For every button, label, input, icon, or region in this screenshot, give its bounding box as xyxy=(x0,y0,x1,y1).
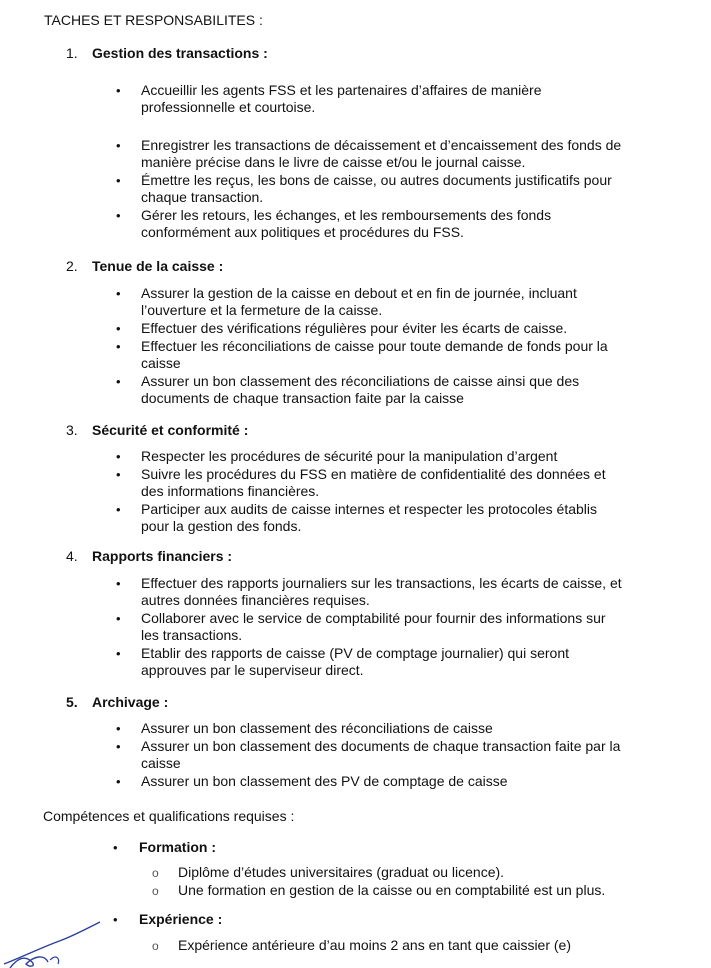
section-3-header xyxy=(66,422,248,439)
list-item: • Assurer la gestion de la caisse en debout et en fin de journée, incluant l’ouverture et la fermeture de la caisse. xyxy=(116,285,577,318)
section-title: Rapports financiers : xyxy=(92,548,233,564)
signature-mark xyxy=(0,918,110,968)
list-item: o Une formation en gestion de la caisse ou en comptabilité est un plus. xyxy=(152,882,606,898)
bullet-icon: • xyxy=(116,286,121,301)
list-item: • Collaborer avec le service de comptabilité pour fournir des informations sur les transactions. xyxy=(116,610,606,643)
section-2-header xyxy=(66,258,223,275)
list-item: • Accueillir les agents FSS et les partenaires d’affaires de manière professionnelle et courtoise. xyxy=(116,82,542,115)
list-item: • Suivre les procédures du FSS en matière de confidentialité des données et des informations financières. xyxy=(116,466,606,499)
bullet-icon: • xyxy=(116,321,121,336)
list-item: • Effectuer des rapports journaliers sur les transactions, les écarts de caisse, et autres données financières requises. xyxy=(116,575,622,608)
circle-bullet-icon: o xyxy=(152,866,159,880)
section-title: Tenue de la caisse : xyxy=(92,258,224,274)
section-3-list xyxy=(114,448,674,535)
circle-bullet-icon: o xyxy=(152,939,159,953)
section-number: 1. xyxy=(66,45,78,61)
section-1-header xyxy=(66,45,268,62)
section-number: 2. xyxy=(66,258,78,274)
bullet-icon: • xyxy=(116,208,121,223)
section-5-list xyxy=(114,720,674,790)
page-heading: TACHES ET RESPONSABILITES : xyxy=(44,12,263,28)
section-number: 5. xyxy=(66,694,78,710)
bullet-icon: • xyxy=(113,840,118,855)
list-item: o Expérience antérieure d’au moins 2 ans en tant que caissier (e) xyxy=(152,937,571,953)
bullet-icon: • xyxy=(116,83,121,98)
section-title: Archivage : xyxy=(92,694,169,710)
subsection-experience-header xyxy=(113,911,222,928)
section-title: Gestion des transactions : xyxy=(92,45,268,61)
section-number: 4. xyxy=(66,548,78,564)
list-item: o Diplôme d’études universitaires (graduat ou licence). xyxy=(152,864,505,880)
bullet-icon: • xyxy=(116,721,121,736)
bullet-icon: • xyxy=(113,912,118,927)
section-5-header xyxy=(66,694,168,711)
section-number: 3. xyxy=(66,422,78,438)
bullet-icon: • xyxy=(116,138,121,153)
list-item: • Etablir des rapports de caisse (PV de comptage journalier) qui seront approuves par le superviseur direct. xyxy=(116,645,569,678)
list-item: • Gérer les retours, les échanges, et les remboursements des fonds conformément aux politiques et procédures du FSS. xyxy=(116,207,552,240)
list-item: • Assurer un bon classement des documents de chaque transaction faite par la caisse xyxy=(116,738,621,771)
subsection-title: Expérience : xyxy=(139,911,223,927)
section-4-list xyxy=(114,575,674,679)
experience-list xyxy=(150,937,670,954)
circle-bullet-icon: o xyxy=(152,884,159,898)
bullet-icon: • xyxy=(116,739,121,754)
bullet-icon: • xyxy=(116,339,121,354)
bullet-icon: • xyxy=(116,374,121,389)
section-1-list xyxy=(114,82,674,241)
list-item: • Enregistrer les transactions de décaissement et d’encaissement des fonds de manière précise dans le livre de caisse et/ou le journal caisse. xyxy=(116,137,622,170)
section-title: Sécurité et conformité : xyxy=(92,422,249,438)
section-2-list xyxy=(114,285,674,407)
bullet-icon: • xyxy=(116,449,121,464)
list-item: • Respecter les procédures de sécurité pour la manipulation d’argent xyxy=(116,448,558,464)
bullet-icon: • xyxy=(116,611,121,626)
bullet-icon: • xyxy=(116,502,121,517)
list-item: • Effectuer des vérifications régulières pour éviter les écarts de caisse. xyxy=(116,320,568,336)
list-item: • Assurer un bon classement des réconciliations de caisse ainsi que des documents de chaque transaction faite par la caisse xyxy=(116,373,580,406)
section-4-header xyxy=(66,548,232,565)
bullet-icon: • xyxy=(116,646,121,661)
bullet-icon: • xyxy=(116,173,121,188)
list-item: • Effectuer les réconciliations de caisse pour toute demande de fonds pour la caisse xyxy=(116,338,608,371)
list-item: • Assurer un bon classement des PV de comptage de caisse xyxy=(116,773,508,789)
list-item: • Assurer un bon classement des réconciliations de caisse xyxy=(116,720,493,736)
bullet-icon: • xyxy=(116,774,121,789)
subsection-formation-header xyxy=(113,839,216,856)
subsection-title: Formation : xyxy=(139,839,216,855)
list-item: • Participer aux audits de caisse internes et respecter les protocoles établis pour la gestion des fonds. xyxy=(116,501,598,534)
list-item: • Émettre les reçus, les bons de caisse, ou autres documents justificatifs pour chaque transaction. xyxy=(116,172,612,205)
formation-list xyxy=(150,864,670,899)
bullet-icon: • xyxy=(116,576,121,591)
bullet-icon: • xyxy=(116,467,121,482)
competences-heading: Compétences et qualifications requises : xyxy=(43,808,295,824)
